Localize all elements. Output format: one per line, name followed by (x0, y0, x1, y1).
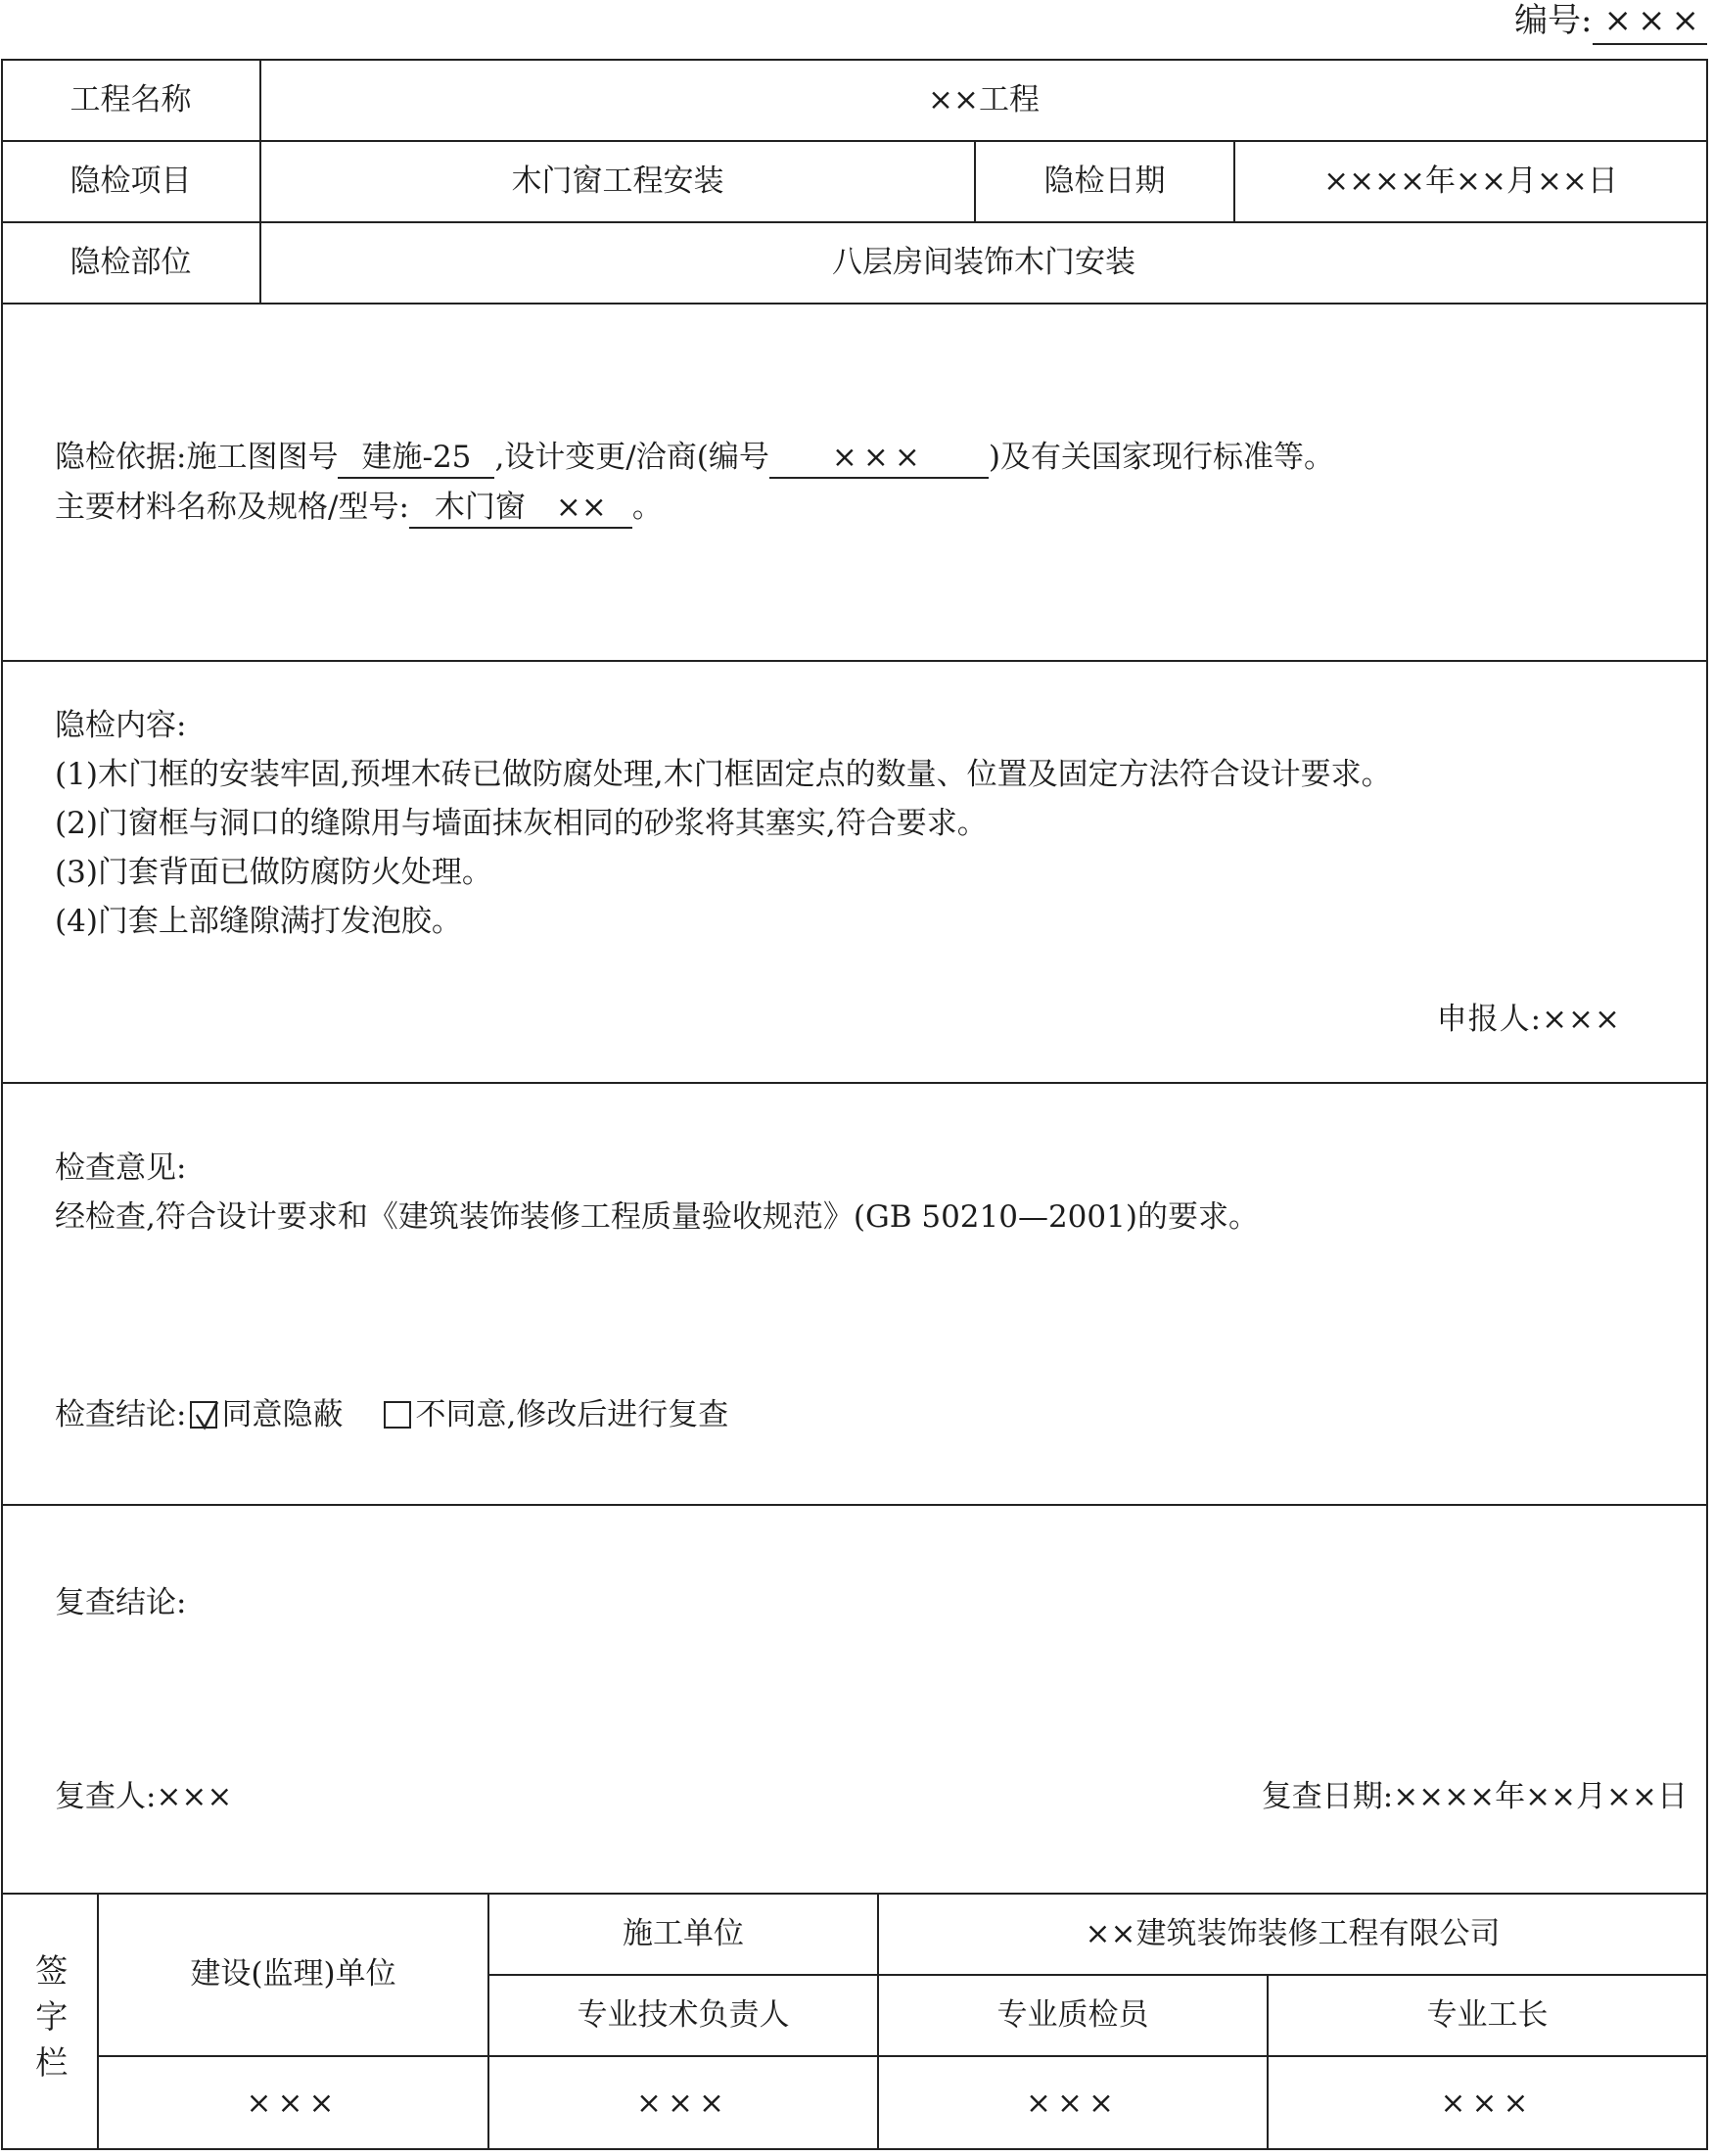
recheck-date: 复查日期:××××年××月××日 (1261, 1779, 1688, 1814)
contractor-name: ××建筑装饰装修工程有限公司 (1085, 1915, 1501, 1951)
agree-label: 同意隐蔽 (221, 1397, 344, 1432)
qc-inspector-signature: ××× (1026, 2085, 1120, 2121)
disagree-checkbox[interactable] (384, 1401, 411, 1429)
signature-column-label (2, 1895, 97, 2150)
content-item: (3)门套背面已做防腐防火处理。 (55, 855, 492, 890)
basis-line (55, 440, 1334, 479)
conclusion-line (55, 1397, 729, 1432)
serial-label: 编号: (1514, 1, 1593, 40)
tech-lead-signature: ××× (636, 2085, 730, 2121)
opinion-title: 检查意见: (55, 1150, 187, 1186)
row-divider (1, 1504, 1708, 1506)
basis-mid: ,设计变更/洽商(编号 (494, 440, 769, 475)
basis-prefix: 隐检依据:施工图图号 (55, 440, 339, 475)
conclusion-label: 检查结论: (55, 1397, 187, 1432)
inspection-item-value: 木门窗工程安装 (511, 163, 724, 199)
material-field: 木门窗 ×× (409, 492, 632, 529)
foreman-label: 专业工长 (1426, 1996, 1549, 2033)
recheck-reviewer: 复查人:××× (55, 1779, 233, 1814)
project-name-label: 工程名称 (69, 81, 192, 117)
inspection-date-value: ××××年××月××日 (1323, 163, 1618, 199)
serial-number (1514, 1, 1707, 45)
content-item: (4)门套上部缝隙满打发泡胶。 (55, 904, 462, 939)
material-line (55, 492, 663, 529)
agree-checkbox[interactable] (190, 1401, 217, 1429)
inspection-part-label: 隐检部位 (69, 244, 192, 280)
contractor-label: 施工单位 (623, 1915, 744, 1951)
serial-value: ××× (1593, 4, 1707, 45)
inspection-item-label: 隐检项目 (69, 163, 192, 199)
tech-lead-label: 专业技术负责人 (577, 1996, 790, 2033)
inspection-part-value: 八层房间装饰木门安装 (832, 244, 1135, 280)
supervision-signature: ××× (246, 2085, 341, 2121)
content-item: (2)门窗框与洞口的缝隙用与墙面抹灰相同的砂浆将其塞实,符合要求。 (55, 806, 988, 841)
supervision-unit-label: 建设(监理)单位 (190, 1956, 396, 1992)
form-frame (1, 59, 1708, 2150)
qc-inspector-label: 专业质检员 (996, 1996, 1149, 2033)
disagree-label: 不同意,修改后进行复查 (415, 1397, 729, 1432)
foreman-signature: ××× (1440, 2085, 1535, 2121)
material-suffix: 。 (631, 490, 663, 525)
recheck-title: 复查结论: (55, 1585, 187, 1620)
checkmark-icon (194, 1401, 219, 1430)
content-item: (1)木门框的安装牢固,预埋木砖已做防腐处理,木门框固定点的数量、位置及固定方法符合设计要求。 (55, 757, 1392, 792)
change-number-field: ××× (769, 443, 989, 479)
drawing-number-field: 建施-25 (338, 443, 494, 479)
row-divider (1, 1082, 1708, 1084)
project-name-value: ××工程 (928, 81, 1040, 117)
material-prefix: 主要材料名称及规格/型号: (55, 490, 409, 525)
reporter: 申报人:××× (1436, 1002, 1621, 1037)
opinion-text: 经检查,符合设计要求和《建筑装饰装修工程质量验收规范》(GB 50210—2001)的要求。 (55, 1199, 1259, 1235)
row-divider (1, 660, 1708, 662)
basis-suffix: )及有关国家现行标准等。 (988, 440, 1334, 475)
inspection-date-label: 隐检日期 (1043, 163, 1166, 199)
row-divider (1, 303, 1708, 305)
content-title: 隐检内容: (55, 708, 187, 743)
signature-column-text: 签字栏 (30, 1953, 69, 2091)
